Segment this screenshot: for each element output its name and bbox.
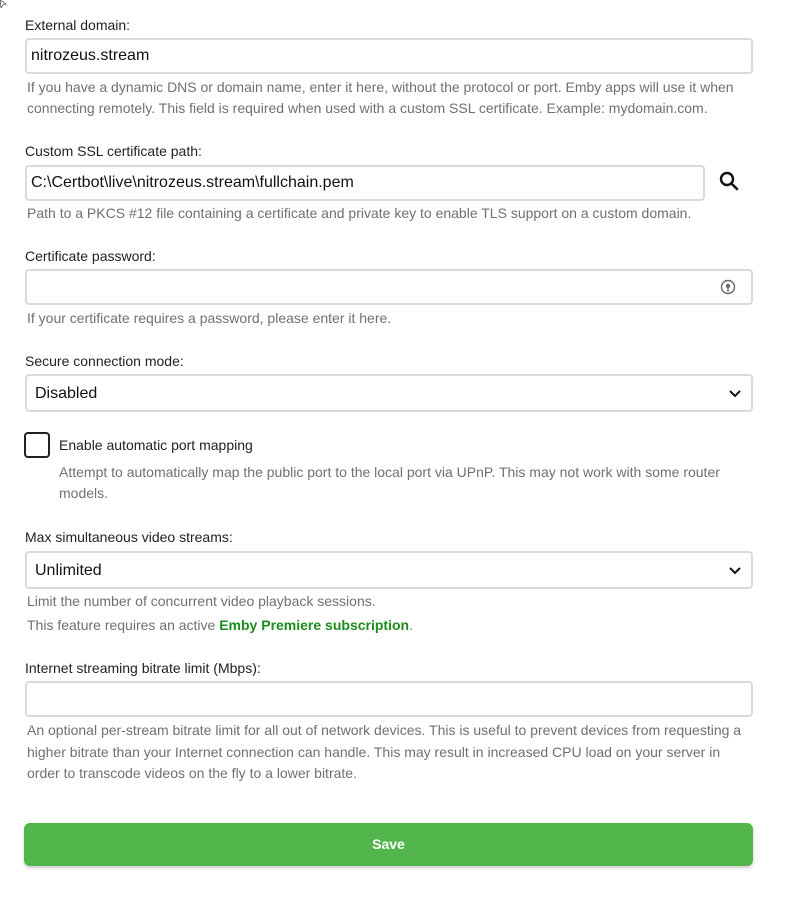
port-mapping-checkbox[interactable] <box>24 432 50 458</box>
cursor-icon <box>0 0 8 8</box>
certificate-password-help: If your certificate requires a password, please enter it here. <box>27 310 392 326</box>
bitrate-limit-help: An optional per-stream bitrate limit for all out of network devices. This is useful to prevent devices from requesting a higher bitrate than your Internet connection can handle. This may result in increased CPU load on your server in order to transcode videos on the fly to a lower bitrate. <box>27 722 742 781</box>
ssl-certificate-help: Path to a PKCS #12 file containing a certificate and private key to enable TLS support on a custom domain. <box>27 205 692 221</box>
secure-connection-label: Secure connection mode: <box>25 353 184 369</box>
bitrate-limit-label: Internet streaming bitrate limit (Mbps): <box>25 660 261 676</box>
ssl-certificate-input[interactable] <box>25 165 705 201</box>
premiere-suffix: . <box>409 617 413 633</box>
ssl-certificate-label: Custom SSL certificate path: <box>25 143 202 159</box>
port-mapping-label: Enable automatic port mapping <box>59 437 253 453</box>
certificate-password-label: Certificate password: <box>25 248 156 264</box>
bitrate-limit-input[interactable] <box>25 681 753 717</box>
secure-connection-select[interactable] <box>25 374 753 412</box>
premiere-notice <box>27 615 757 636</box>
external-domain-input[interactable] <box>25 38 753 74</box>
chevron-down-icon <box>727 562 743 578</box>
secure-connection-value: Disabled <box>35 385 98 402</box>
external-domain-help: If you have a dynamic DNS or domain name, enter it here, without the protocol or port. Emby apps will use it when connecting remotely. This field is required when used with a custom SSL certificate. Example: mydomain.com. <box>27 79 734 116</box>
max-streams-label: Max simultaneous video streams: <box>25 529 233 545</box>
certificate-password-input[interactable] <box>25 269 753 305</box>
max-streams-help: Limit the number of concurrent video playback sessions. <box>27 593 376 609</box>
chevron-down-icon <box>727 385 743 401</box>
eye-icon[interactable] <box>719 278 737 296</box>
max-streams-value: Unlimited <box>35 562 102 579</box>
search-icon[interactable] <box>717 169 741 193</box>
port-mapping-help: Attempt to automatically map the public port to the local port via UPnP. This may not work with some router models. <box>59 464 720 501</box>
save-button[interactable]: Save <box>24 823 753 866</box>
premiere-prefix: This feature requires an active <box>27 617 220 633</box>
external-domain-label: External domain: <box>25 17 131 33</box>
max-streams-select[interactable] <box>25 551 753 589</box>
premiere-link[interactable]: Emby Premiere subscription <box>219 617 410 633</box>
